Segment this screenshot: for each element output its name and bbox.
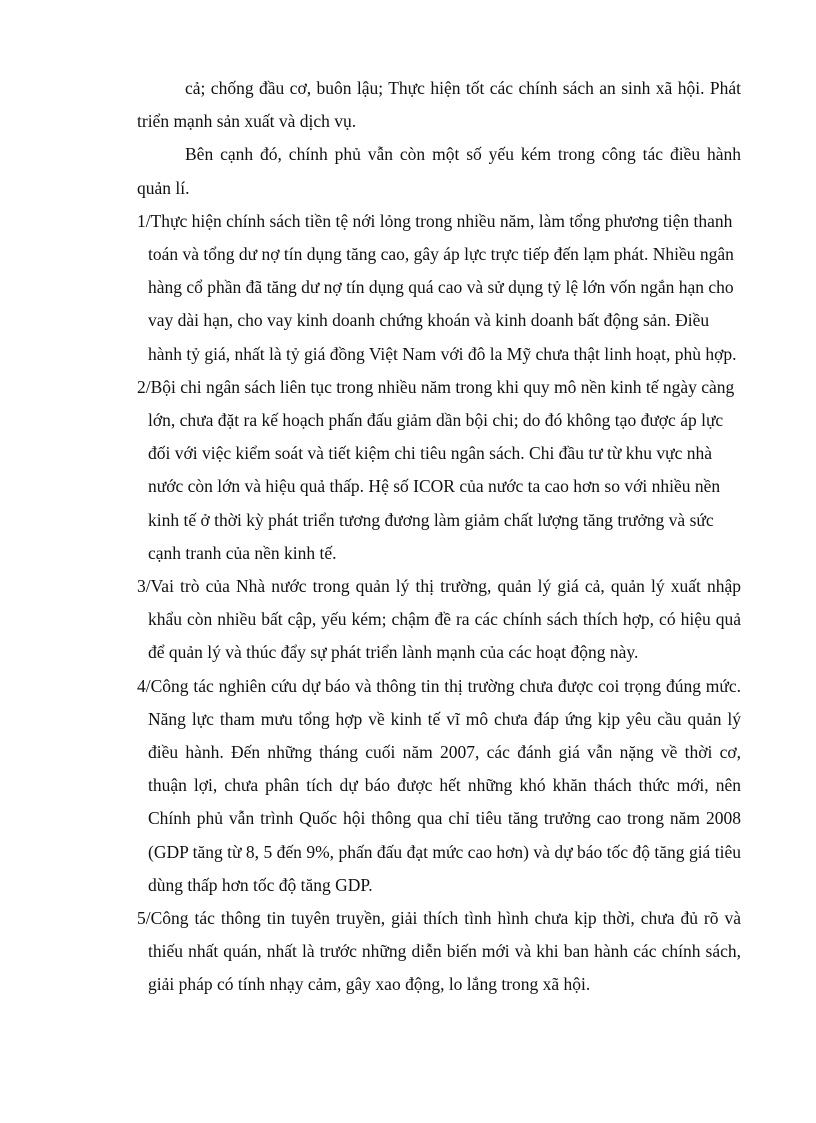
- paragraph-weaknesses-intro: Bên cạnh đó, chính phủ vẫn còn một số yếu kém trong công tác điều hành quản lí.: [137, 144, 741, 198]
- paragraph-point-1-monetary-policy: 1/Thực hiện chính sách tiền tệ nới lỏng trong nhiều năm, làm tổng phương tiện thanh toán và tổng dư nợ tín dụng tăng cao, gây áp lực trực tiếp đến lạm phát. Nhiều ngân hàng cổ phần đã tăng dư nợ tín dụng quá cao và sử dụng tỷ lệ lớn vốn ngắn hạn cho vay dài hạn, cho vay kinh doanh chứng khoán và kinh doanh bất động sản. Điều hành tỷ giá, nhất là tỷ giá đồng Việt Nam với đô la Mỹ chưa thật linh hoạt, phù hợp.: [137, 210, 737, 364]
- document-page: [137, 72, 741, 1002]
- paragraph-point-3-state-role: 3/Vai trò của Nhà nước trong quản lý thị trường, quản lý giá cả, quản lý xuất nhập khẩu còn nhiều bất cập, yếu kém; chậm đề ra các chính sách thích hợp, có hiệu quả để quản lý và thúc đẩy sự phát triển lành mạnh của các hoạt động này.: [137, 576, 741, 663]
- paragraph-point-2-budget-deficit: 2/Bội chi ngân sách liên tục trong nhiều năm trong khi quy mô nền kinh tế ngày càng lớn, chưa đặt ra kế hoạch phấn đấu giảm dần bội chi; do đó không tạo được áp lực đối với việc kiểm soát và tiết kiệm chi tiêu ngân sách. Chi đầu tư từ khu vực nhà nước còn lớn và hiệu quả thấp. Hệ số ICOR của nước ta cao hơn so với nhiều nền kinh tế ở thời kỳ phát triển tương đương làm giảm chất lượng tăng trưởng và sức cạnh tranh của nền kinh tế.: [137, 376, 735, 563]
- paragraph-point-5-communication: 5/Công tác thông tin tuyên truyền, giải thích tình hình chưa kịp thời, chưa đủ rõ và thiếu nhất quán, nhất là trước những diễn biến mới và khi ban hành các chính sách, giải pháp có tính nhạy cảm, gây xao động, lo lắng trong xã hội.: [137, 908, 741, 995]
- paragraph-point-4-forecasting: 4/Công tác nghiên cứu dự báo và thông tin thị trường chưa được coi trọng đúng mức. Năng lực tham mưu tổng hợp về kinh tế vĩ mô chưa đáp ứng kịp yêu cầu quản lý điều hành. Đến những tháng cuối năm 2007, các đánh giá vẫn nặng về thời cơ, thuận lợi, chưa phân tích dự báo được hết những khó khăn thách thức mới, nên Chính phủ vẫn trình Quốc hội thông qua chỉ tiêu tăng trưởng cao trong năm 2008 (GDP tăng từ 8, 5 đến 9%, phấn đấu đạt mức cao hơn) và dự báo tốc độ tăng giá tiêu dùng thấp hơn tốc độ tăng GDP.: [137, 675, 741, 895]
- paragraph-intro-continuation: cả; chống đầu cơ, buôn lậu; Thực hiện tốt các chính sách an sinh xã hội. Phát triển mạnh sản xuất và dịch vụ.: [137, 78, 741, 132]
